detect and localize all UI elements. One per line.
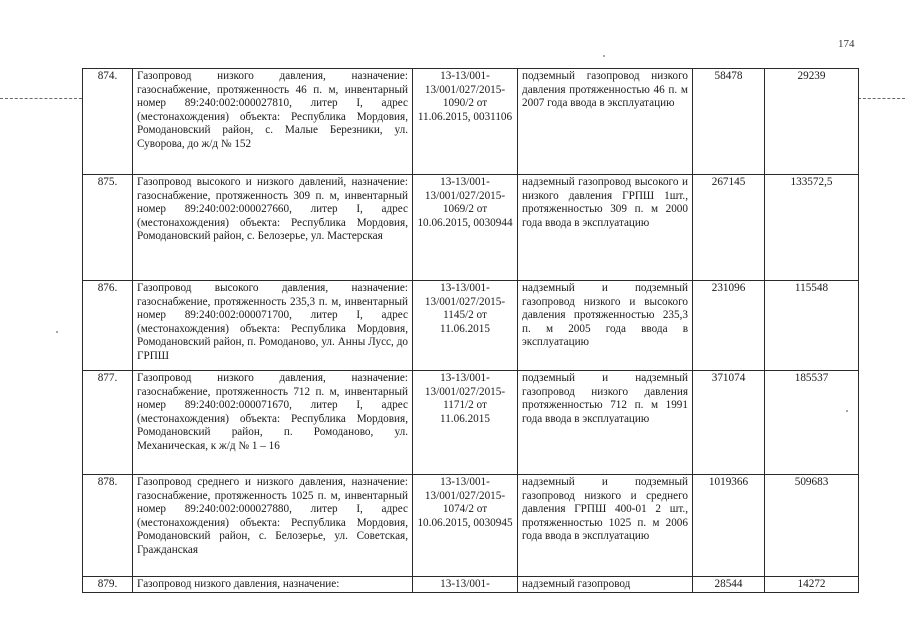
residual-value: 133572,5: [765, 175, 859, 281]
residual-value: 509683: [765, 475, 859, 577]
table-row: [83, 577, 859, 593]
registration-record: 13-13/001-13/001/027/2015-1069/2 от 10.06.2015, 0030944: [413, 175, 518, 281]
row-number: 877.: [83, 371, 133, 475]
book-value: 1019366: [693, 475, 765, 577]
object-characteristics: надземный газопровод: [518, 577, 693, 593]
book-value: 28544: [693, 577, 765, 593]
registration-record: 13-13/001-13/001/027/2015-1171/2 от 11.06.2015: [413, 371, 518, 475]
residual-value: 14272: [765, 577, 859, 593]
row-number: 879.: [83, 577, 133, 593]
object-characteristics: надземный и подземный газопровод низкого и среднего давления ГРПШ 400-01 2 шт., протяженностью 1025 п. м 2006 года ввода в эксплуатацию: [518, 475, 693, 577]
book-value: 371074: [693, 371, 765, 475]
property-registry-table: [82, 68, 859, 593]
object-characteristics: подземный газопровод низкого давления протяженностью 46 п. м 2007 года ввода в эксплуатацию: [518, 69, 693, 175]
scan-speck: [56, 331, 58, 333]
object-characteristics: подземный и надземный газопровод низкого давления протяженностью 712 п. м 1991 года ввода в эксплуатацию: [518, 371, 693, 475]
row-number: 878.: [83, 475, 133, 577]
table-row: [83, 175, 859, 281]
object-characteristics: надземный и подземный газопровод низкого и высокого давления протяженностью 235,3 п. м 2005 года ввода в эксплуатацию: [518, 281, 693, 371]
residual-value: 115548: [765, 281, 859, 371]
residual-value: 29239: [765, 69, 859, 175]
table-row: [83, 475, 859, 577]
object-description: Газопровод высокого и низкого давлений, назначение: газоснабжение, протяженность 309 п. м, инвентарный номер 89:240:002:000027660, литер I, адрес (местонахождения) объекта: Республика Мордовия, Ромодановский район, с. Белозерье, ул. Мастерская: [133, 175, 413, 281]
object-description: Газопровод высокого давления, назначение: газоснабжение, протяженность 235,3 п. м, инвентарный номер 89:240:002:000071700, литер I, адрес (местонахождения) объекта: Республика Мордовия, Ромодановский район, п. Ромоданово, ул. Анны Лусс, до ГРПШ: [133, 281, 413, 371]
object-characteristics: надземный газопровод высокого и низкого давления ГРПШ 1шт., протяженностью 309 п. м 2000 года ввода в эксплуатацию: [518, 175, 693, 281]
registration-record: 13-13/001-13/001/027/2015-1090/2 от 11.06.2015, 0031106: [413, 69, 518, 175]
table-row: [83, 371, 859, 475]
residual-value: 185537: [765, 371, 859, 475]
scan-artifact-line-right: [858, 98, 905, 99]
object-description: Газопровод низкого давления, назначение: газоснабжение, протяженность 712 п. м, инвентарный номер 89:240:002:000071670, литер I, адрес (местонахождения) объекта: Республика Мордовия, Ромодановский район, п. Ромоданово, ул. Механическая, к ж/д № 1 – 16: [133, 371, 413, 475]
book-value: 267145: [693, 175, 765, 281]
object-description: Газопровод низкого давления, назначение: газоснабжение, протяженность 46 п. м, инвентарный номер 89:240:002:000027810, литер I, адрес (местонахождения) объекта: Республика Мордовия, Ромодановский район, с. Малые Березники, ул. Суворова, до ж/д № 152: [133, 69, 413, 175]
row-number: 874.: [83, 69, 133, 175]
registration-record: 13-13/001-13/001/027/2015-1074/2 от 10.06.2015, 0030945: [413, 475, 518, 577]
page-number: 174: [838, 38, 855, 50]
row-number: 875.: [83, 175, 133, 281]
table-row: [83, 69, 859, 175]
object-description: Газопровод низкого давления, назначение:: [133, 577, 413, 593]
row-number: 876.: [83, 281, 133, 371]
registration-record: 13-13/001-13/001/027/2015-1145/2 от 11.06.2015: [413, 281, 518, 371]
table-row: [83, 281, 859, 371]
book-value: 231096: [693, 281, 765, 371]
registration-record: 13-13/001-: [413, 577, 518, 593]
scan-speck: [603, 55, 605, 57]
book-value: 58478: [693, 69, 765, 175]
object-description: Газопровод среднего и низкого давления, назначение: газоснабжение, протяженность 1025 п. м, инвентарный номер 89:240:002:000027880, литер I, адрес (местонахождения) объекта: Республика Мордовия, Ромодановский район, с. Белозерье, ул. Советская, Гражданская: [133, 475, 413, 577]
scan-artifact-line-left: [0, 98, 82, 99]
